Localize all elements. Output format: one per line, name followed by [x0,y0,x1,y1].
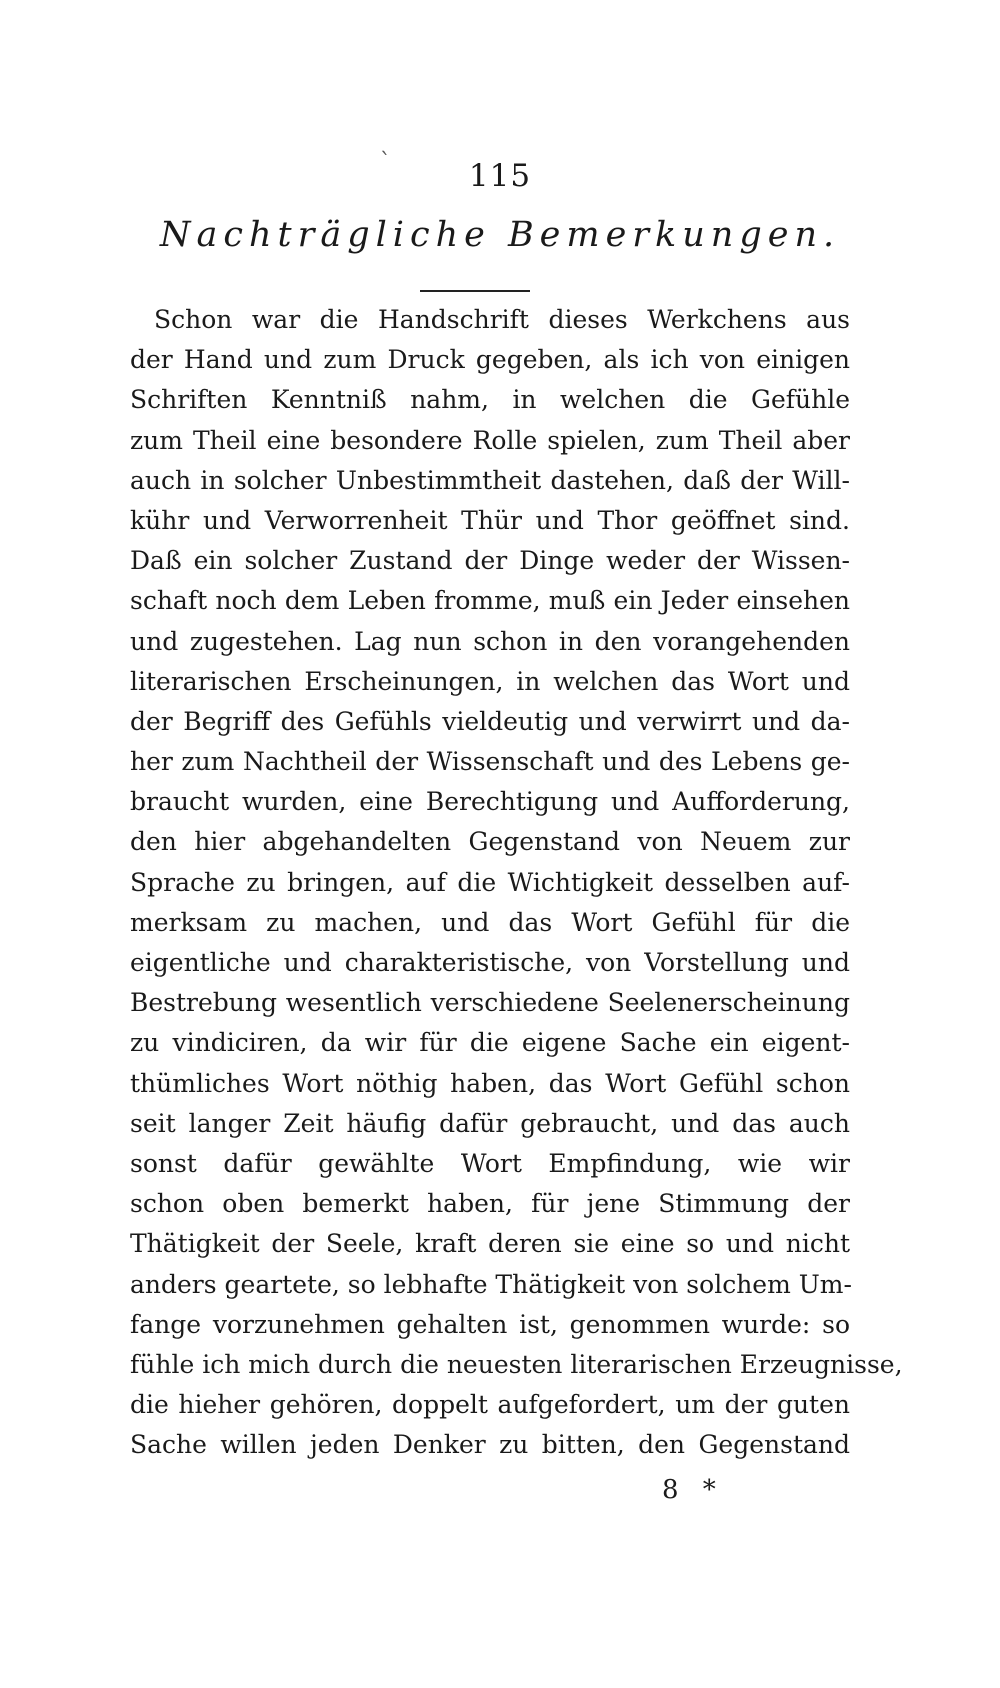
text-line: schon oben bemerkt haben, für jene Stimmung der [130,1189,850,1219]
text-line: fühle ich mich durch die neuesten literarischen Erzeugnisse, [130,1349,903,1379]
text-line: der Hand und zum Druck gegeben, als ich von einigen [130,345,850,375]
signature-mark: 8 * [662,1475,724,1505]
text-line: Sprache zu bringen, auf die Wichtigkeit desselben auf- [130,867,850,897]
text-line: zum Theil eine besondere Rolle spielen, zum Theil aber [130,425,850,455]
text-line: die hieher gehören, doppelt aufgefordert, um der guten [130,1390,850,1420]
text-line: thümliches Wort nöthig haben, das Wort Gefühl schon [130,1068,850,1098]
text-line: Daß ein solcher Zustand der Dinge weder der Wissen- [130,546,850,576]
heading-rule [420,290,530,292]
text-line: schaft noch dem Leben fromme, muß ein Jeder einsehen [130,586,850,616]
text-line: eigentliche und charakteristische, von Vorstellung und [130,948,850,977]
text-line: auch in solcher Unbestimmtheit dastehen, daß der Will- [130,465,850,495]
body-text [130,300,903,1465]
stray-mark: ` [380,150,391,175]
text-line: fange vorzunehmen gehalten ist, genommen wurde: so [130,1309,850,1339]
text-line: literarischen Erscheinungen, in welchen das Wort und [130,666,850,696]
text-line: Schon war die Handschrift dieses Werkchens aus [154,305,850,334]
text-line: her zum Nachtheil der Wissenschaft und des Lebens ge- [130,747,850,777]
text-line: seit langer Zeit häufig dafür gebraucht, und das auch [130,1108,850,1138]
text-line: sonst dafür gewählte Wort Empfindung, wie wir [130,1148,850,1178]
section-heading: Nachträgliche Bemerkungen. [159,215,841,255]
text-line: anders geartete, so lebhafte Thätigkeit von solchem Um- [130,1269,852,1299]
text-line: Schriften Kenntniß nahm, in welchen die Gefühle [130,385,850,415]
page-number: 115 [468,158,532,194]
text-line: kühr und Verworrenheit Thür und Thor geöffnet sind. [130,505,850,535]
text-line: merksam zu machen, und das Wort Gefühl für die [130,907,850,937]
text-line: der Begriff des Gefühls vieldeutig und verwirrt und da- [130,706,850,736]
text-line: und zugestehen. Lag nun schon in den vorangehenden [130,626,850,656]
text-line: braucht wurden, eine Berechtigung und Aufforderung, [130,787,850,817]
text-line: zu vindiciren, da wir für die eigene Sache ein eigent- [130,1028,850,1058]
text-line: Bestrebung wesentlich verschiedene Seelenerscheinung [130,988,850,1018]
text-line: Thätigkeit der Seele, kraft deren sie eine so und nicht [130,1229,850,1259]
text-line: den hier abgehandelten Gegenstand von Neuem zur [130,827,850,857]
text-line: Sache willen jeden Denker zu bitten, den Gegenstand [130,1430,850,1460]
